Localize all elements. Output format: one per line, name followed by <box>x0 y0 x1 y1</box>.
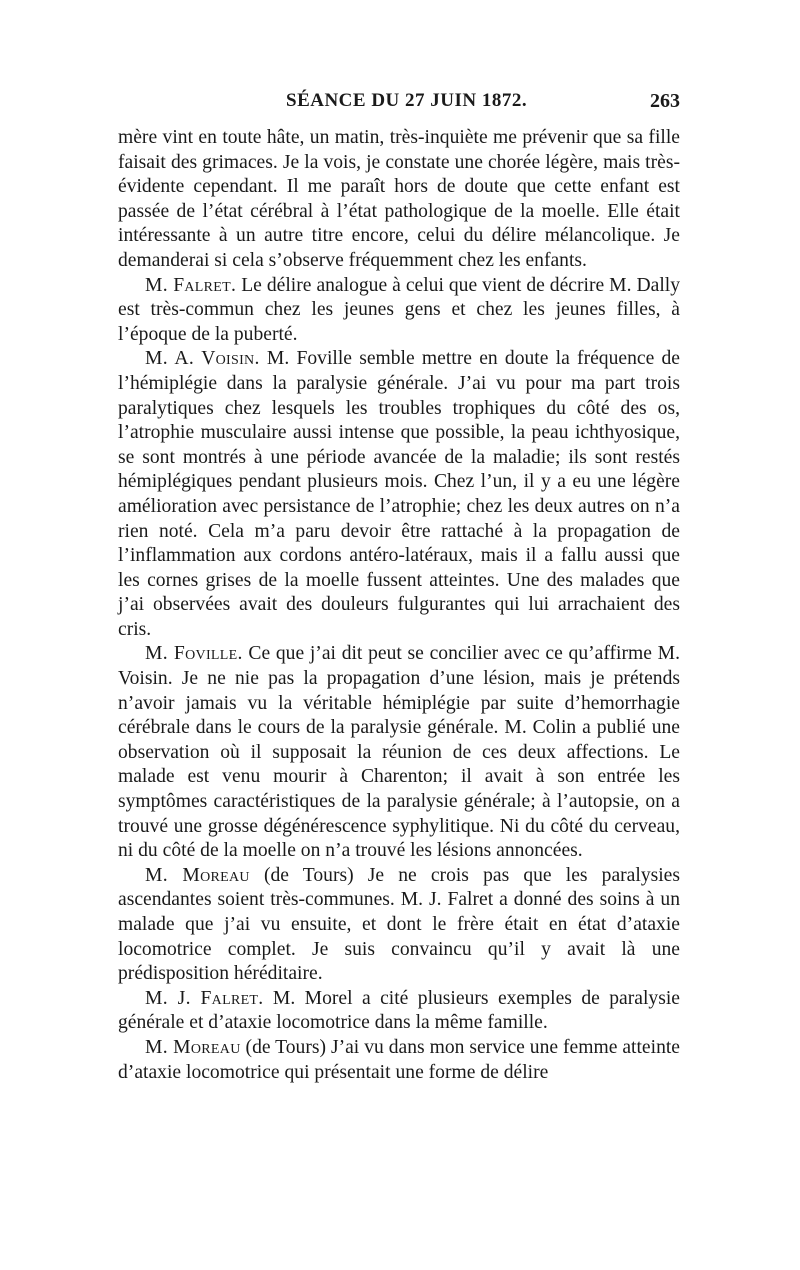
page-number: 263 <box>650 90 680 112</box>
paragraph-moreau-2 <box>118 1036 680 1085</box>
speaker-name: M. J. Falret. <box>145 987 264 1009</box>
speaker-name: M. Moreau <box>145 1036 241 1058</box>
speaker-name: M. Foville. <box>145 643 243 665</box>
paragraph-j-falret <box>118 987 680 1036</box>
paragraph-voisin <box>118 347 680 642</box>
speaker-name: M. Moreau <box>145 864 250 886</box>
body-text <box>118 126 680 1085</box>
paragraph-text: M. Morel a cité plusieurs exemples de paralysie générale et d’ataxie locomotrice dans la même famille. <box>118 987 680 1034</box>
running-head: SÉANCE DU 27 JUIN 1872. <box>286 90 528 111</box>
paragraph-text: mère vint en toute hâte, un matin, très-inquiète me prévenir que sa fille faisait des grimaces. Je la vois, je constate une chorée légère, mais très-évidente cependant. Il me paraît hors de doute que cette enfant est passée de l’état cérébral à l’état pathologique de la moelle. Elle était intéressante à un autre titre encore, celui du délire mélancolique. Je demanderai si cela s’observe fréquemment chez les enfants. <box>118 127 680 271</box>
paragraph-text: (de Tours) Je ne crois pas que les paralysies ascendantes soient très-communes. M. J. Falret a donné des soins à un malade que j’ai vu ensuite, et dont le frère était en état d’ataxie locomotrice complet. Je suis convaincu qu’il y avait là une prédisposition héréditaire. <box>118 864 681 985</box>
page-header <box>118 90 680 122</box>
paragraph-text: Ce que j’ai dit peut se concilier avec ce qu’affirme M. Voisin. Je ne nie pas la propagation d’une lésion, mais je prétends n’avoir jamais vu la véritable hémiplégie par suite d’hemorrhagie cérébrale dans le cours de la paralysie générale. M. Colin a publié une observation où il supposait la réunion de ces deux affections. Le malade est venu mourir à Charenton; il avait à son entrée les symptômes caractéristiques de la paralysie générale; à l’autopsie, on a trouvé une grosse dégénérescence syphylitique. Ni du côté du cerveau, ni du côté de la moelle on n’a trouvé les lésions annoncées. <box>118 643 680 862</box>
paragraph-foville <box>118 642 680 863</box>
paragraph-moreau-1 <box>118 864 680 987</box>
paragraph-text: M. Foville semble mettre en doute la fréquence de l’hémiplégie dans la paralysie générale. J’ai vu pour ma part trois paralytiques chez lesquels les troubles trophiques du côté des os, l’atrophie musculaire aussi intense que possible, la peau ichthyosique, se sont montrés à une période avancée de la maladie; ils sont restés hémiplégiques pendant plusieurs mois. Chez l’un, il y a eu une légère amélioration avec persistance de l’atrophie; chez les deux autres on n’a rien noté. Cela m’a paru devoir être rattaché à la propagation de l’inflammation aux cordons antéro-latéraux, mais il a fallu aussi que les cornes grises de la moelle fussent atteintes. Une des malades que j’ai observées avait des douleurs fulgurantes qui lui arrachaient des cris. <box>118 348 680 640</box>
paragraph-text: Le délire analogue à celui que vient de décrire M. Dally est très-commun chez les jeunes gens et chez les jeunes filles, à l’époque de la puberté. <box>118 274 681 345</box>
speaker-name: M. A. Voisin. <box>145 348 260 370</box>
paragraph-text: (de Tours) J’ai vu dans mon service une femme atteinte d’ataxie locomotrice qui présentait une forme de délire <box>118 1036 681 1083</box>
speaker-name: M. Falret. <box>145 274 237 296</box>
paragraph-continuation <box>118 126 680 274</box>
paragraph-falret <box>118 274 680 348</box>
